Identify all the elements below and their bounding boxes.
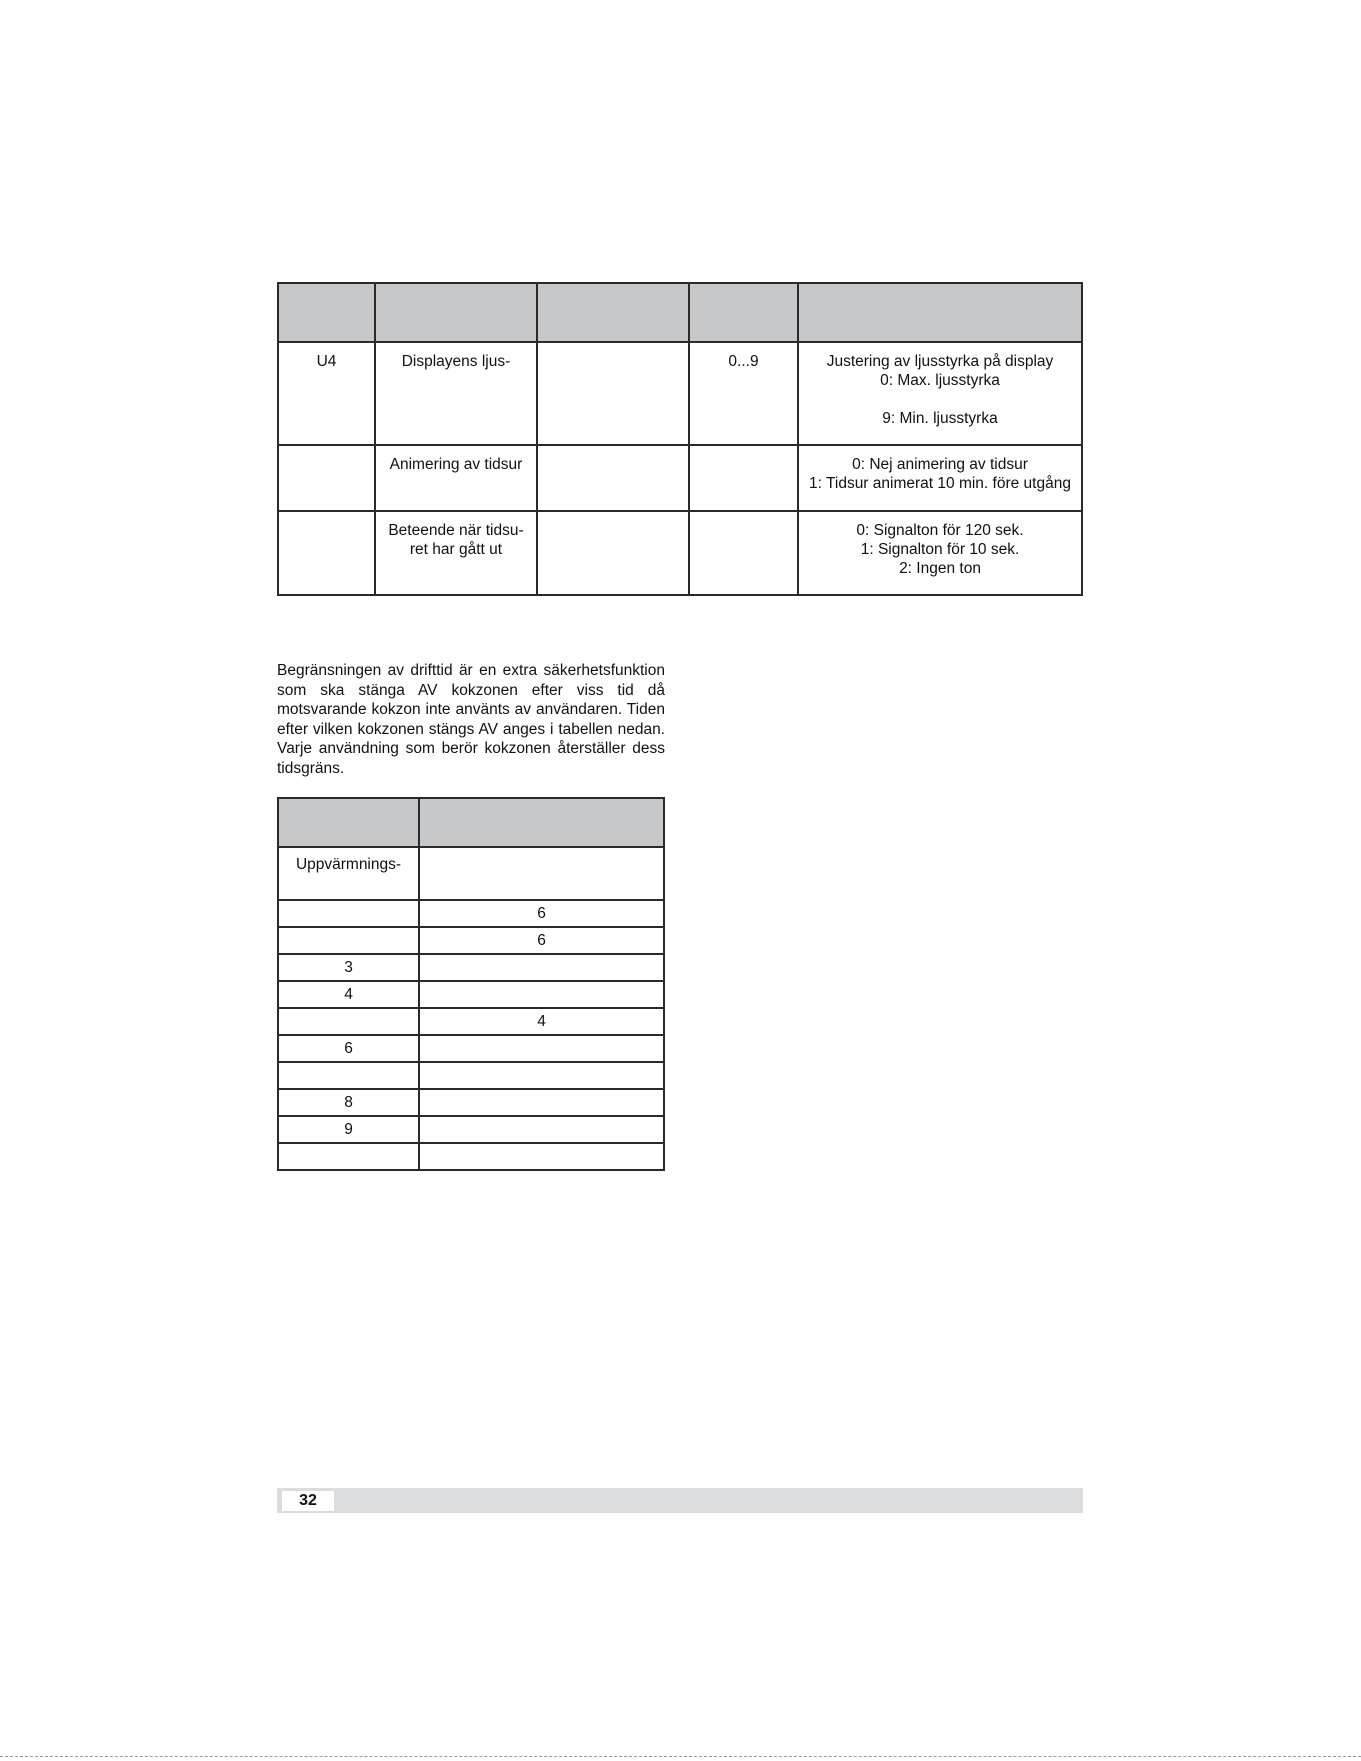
time-limit-cell	[419, 1035, 664, 1062]
description-line: 1: Signalton för 10 sek.	[860, 541, 1020, 558]
table-row	[278, 1035, 664, 1062]
header-cell	[537, 283, 689, 342]
heat-level-cell: 6	[278, 1035, 419, 1062]
setting-description	[798, 342, 1082, 445]
description-line: 0: Nej animering av tidsur	[852, 456, 1028, 473]
time-limit-cell	[419, 954, 664, 981]
description-line: 2: Ingen ton	[899, 560, 981, 577]
heat-level-cell: 3	[278, 954, 419, 981]
page-number: 32	[282, 1491, 334, 1511]
heat-level-cell	[278, 1062, 419, 1089]
header-cell	[798, 283, 1082, 342]
setting-description	[798, 445, 1082, 511]
header-cell	[278, 798, 419, 847]
time-limit-cell: 6	[419, 900, 664, 927]
settings-table-header	[278, 283, 1082, 342]
table-row	[278, 1089, 664, 1116]
setting-range	[689, 511, 798, 595]
time-limit-cell	[419, 847, 664, 900]
setting-code: U4	[278, 342, 375, 445]
time-limit-cell	[419, 1089, 664, 1116]
table-row	[278, 927, 664, 954]
description-line: 0: Signalton för 120 sek.	[856, 522, 1024, 539]
table-row	[278, 847, 664, 900]
time-limit-cell: 4	[419, 1008, 664, 1035]
heat-level-cell: 4	[278, 981, 419, 1008]
settings-table	[277, 282, 1083, 596]
setting-empty-cell	[537, 445, 689, 511]
description-line: 0: Max. ljusstyrka	[880, 372, 1000, 389]
table-row	[278, 1143, 664, 1170]
heat-level-cell: 9	[278, 1116, 419, 1143]
setting-empty-cell	[537, 342, 689, 445]
footer-bar	[277, 1488, 1083, 1513]
table-row	[278, 511, 1082, 595]
table-row	[278, 981, 664, 1008]
setting-empty-cell	[537, 511, 689, 595]
setting-range: 0...9	[689, 342, 798, 445]
heat-level-cell	[278, 900, 419, 927]
table-row	[278, 1062, 664, 1089]
heat-level-cell	[278, 1143, 419, 1170]
header-cell	[278, 283, 375, 342]
header-cell	[375, 283, 537, 342]
time-limit-cell	[419, 1062, 664, 1089]
time-limit-cell	[419, 1116, 664, 1143]
setting-name-line: Animering av tidsur	[389, 456, 523, 473]
setting-code	[278, 445, 375, 511]
time-limit-cell	[419, 981, 664, 1008]
header-cell	[419, 798, 664, 847]
limit-table-header	[278, 798, 664, 847]
description-line: Justering av ljusstyrka på display	[826, 353, 1054, 370]
time-limit-cell	[419, 1143, 664, 1170]
setting-name	[375, 445, 537, 511]
header-cell	[689, 283, 798, 342]
setting-code	[278, 511, 375, 595]
table-row	[278, 900, 664, 927]
heat-level-cell	[278, 1008, 419, 1035]
operating-time-limit-paragraph: Begränsningen av drifttid är en extra säkerhetsfunktion som ska stänga AV kokzonen efter viss tid då motsvarande kokzon inte använts av användaren. Tiden efter vilken kokzonen stängs AV anges i tabellen nedan. Varje användning som berör kokzonen återställer dess tidsgräns.	[277, 662, 665, 777]
table-row	[278, 445, 1082, 511]
description-gap	[799, 390, 1081, 409]
setting-name	[375, 342, 537, 445]
heat-level-cell: Uppvärmnings-	[278, 847, 419, 900]
setting-name-line: ret har gått ut	[409, 541, 503, 558]
description-line: 9: Min. ljusstyrka	[882, 410, 998, 427]
setting-range	[689, 445, 798, 511]
setting-name-line: Displayens ljus-	[401, 353, 511, 370]
operating-time-limit-table	[277, 797, 665, 1171]
table-row	[278, 954, 664, 981]
time-limit-cell: 6	[419, 927, 664, 954]
setting-name-line: Beteende när tidsu-	[388, 522, 524, 539]
description-line: 1: Tidsur animerat 10 min. före utgång	[809, 475, 1071, 492]
setting-name	[375, 511, 537, 595]
heat-level-cell	[278, 927, 419, 954]
page-bottom-rule	[0, 1756, 1361, 1757]
table-row	[278, 1116, 664, 1143]
heat-level-cell: 8	[278, 1089, 419, 1116]
table-row	[278, 342, 1082, 445]
table-row	[278, 1008, 664, 1035]
setting-description	[798, 511, 1082, 595]
